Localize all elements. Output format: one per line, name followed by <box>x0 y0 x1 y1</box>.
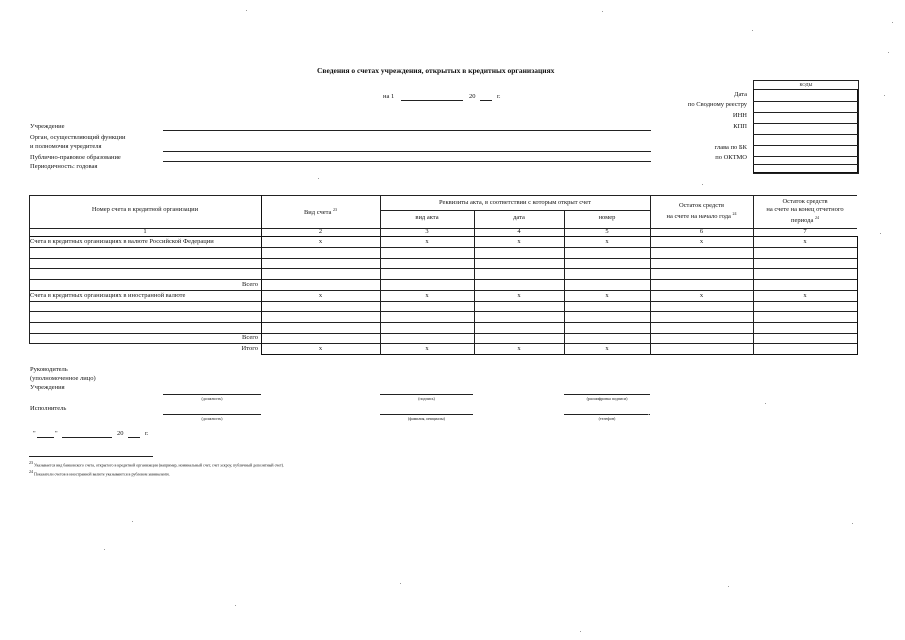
section-rub-x-7: x <box>803 238 807 245</box>
code-label-oktmo: по ОКТМО <box>715 154 747 161</box>
footnote-23: $^{23}$ Указывается вид банковского счета, открытого в кредитной организации (например, номинальный счет, счет эскроу, публичный депозитный счет). <box>29 460 285 468</box>
header-act-date: дата <box>513 214 525 221</box>
executor-label: Исполнитель <box>30 405 67 412</box>
section-fx-x-3: x <box>425 292 429 299</box>
section-rub-x-4: x <box>517 238 521 245</box>
section-rub-x-3: x <box>425 238 429 245</box>
public-entity-field[interactable] <box>163 161 651 162</box>
date-year-line[interactable] <box>480 100 492 101</box>
col-number-1: 1 <box>143 228 147 235</box>
footnote-separator <box>29 456 153 457</box>
section-fx-x-7: x <box>803 292 807 299</box>
header-act-type: вид акта <box>415 214 439 221</box>
col-number-4: 4 <box>517 228 521 235</box>
section-rub-total-label: Всего <box>242 281 258 288</box>
col-number-7: 7 <box>803 228 807 235</box>
sign-date-quote-open: " <box>33 430 36 437</box>
executor-phone-caption: (телефон) <box>598 416 616 421</box>
codes-box <box>753 80 859 174</box>
head-label-1: Руководитель <box>30 366 68 373</box>
executor-position-caption: (должность) <box>201 416 223 421</box>
head-signature-caption: (подпись) <box>418 396 435 401</box>
sign-date-month-field[interactable] <box>62 437 112 438</box>
executor-name-caption: (фамилия, инициалы) <box>408 416 445 421</box>
section-rub-x-6: x <box>699 238 704 245</box>
codes-header: КОДЫ <box>799 82 813 87</box>
code-label-registry: по Сводному реестру <box>687 101 747 108</box>
section-fx-x-2: x <box>318 292 323 299</box>
head-position-field[interactable] <box>163 394 261 395</box>
header-account-number: Номер счета в кредитной организации <box>91 206 199 213</box>
head-label-3: Учреждения <box>30 384 65 391</box>
section-rub-x-2: x <box>318 238 323 245</box>
grand-total-x-4: x <box>517 345 521 352</box>
sign-date-suffix: г. <box>145 430 149 437</box>
col-number-5: 5 <box>605 228 609 235</box>
executor-position-field[interactable] <box>163 414 261 415</box>
col-number-3: 3 <box>425 228 429 235</box>
sign-date-quote-close: " <box>55 430 58 437</box>
head-decoding-field[interactable] <box>564 394 650 395</box>
header-act-details: Реквизиты акта, в соответствии с которым открыт счет <box>439 199 591 206</box>
organ-field[interactable] <box>163 151 651 152</box>
head-position-caption: (должность) <box>201 396 223 401</box>
footnote-24: $^{24}$ Показатели счетов в иностранной валюте указываются в рублевом эквиваленте. <box>29 469 171 477</box>
section-rub-label: Счета в кредитных организациях в валюте Российской Федерации <box>30 238 214 245</box>
institution-field[interactable] <box>163 130 651 131</box>
periodicity-label: Периодичность: годовая <box>30 163 98 170</box>
section-fx-x-4: x <box>517 292 521 299</box>
code-label-kpp: КПП <box>733 123 747 130</box>
executor-phone-field[interactable] <box>564 414 650 415</box>
section-fx-total-label: Всего <box>242 334 258 341</box>
date-year-prefix: 20 <box>469 93 476 100</box>
date-suffix: г. <box>497 93 501 100</box>
code-label-inn: ИНН <box>732 112 747 119</box>
executor-name-field[interactable] <box>380 414 473 415</box>
header-balance-end: Остаток средств на счете на конец отчетного периода $^{24}$ <box>766 198 844 225</box>
section-rub-x-5: x <box>605 238 609 245</box>
section-fx-x-5: x <box>605 292 609 299</box>
head-label-2: (уполномоченное лицо) <box>30 375 96 382</box>
sign-date-year-prefix: 20 <box>117 430 124 437</box>
organ-label-2: и полномочия учредителя <box>30 143 102 150</box>
page-title: Сведения о счетах учреждения, открытых в кредитных организациях <box>317 66 555 75</box>
institution-label: Учреждение <box>30 123 65 130</box>
code-label-date: Дата <box>734 91 747 98</box>
organ-label-1: Орган, осуществляющий функции <box>30 134 126 141</box>
head-signature-field[interactable] <box>380 394 473 395</box>
grand-total-label: Итого <box>241 345 258 352</box>
grand-total-x-3: x <box>425 345 429 352</box>
sign-date-day-field[interactable] <box>37 437 54 438</box>
sign-date-year-field[interactable] <box>128 437 140 438</box>
public-entity-label: Публично-правовое образование <box>30 154 121 161</box>
col-number-2: 2 <box>318 228 323 235</box>
col-number-6: 6 <box>699 228 704 235</box>
grand-total-x-5: x <box>605 345 609 352</box>
section-fx-x-6: x <box>699 292 704 299</box>
section-fx-label: Счета в кредитных организациях в иностранной валюте <box>30 292 186 299</box>
date-prefix: на 1 <box>383 93 395 100</box>
grand-total-x-2: x <box>318 345 323 352</box>
date-day-month-line[interactable] <box>401 100 463 101</box>
header-act-number: номер <box>598 214 616 221</box>
head-decoding-caption: (расшифровка подписи) <box>586 396 628 401</box>
header-balance-start: Остаток средств на счете на начало года $^{24}$ <box>666 202 737 221</box>
header-account-type: Вид счета $^{23}$ <box>303 207 338 217</box>
code-label-bk-chapter: глава по БК <box>714 144 747 151</box>
